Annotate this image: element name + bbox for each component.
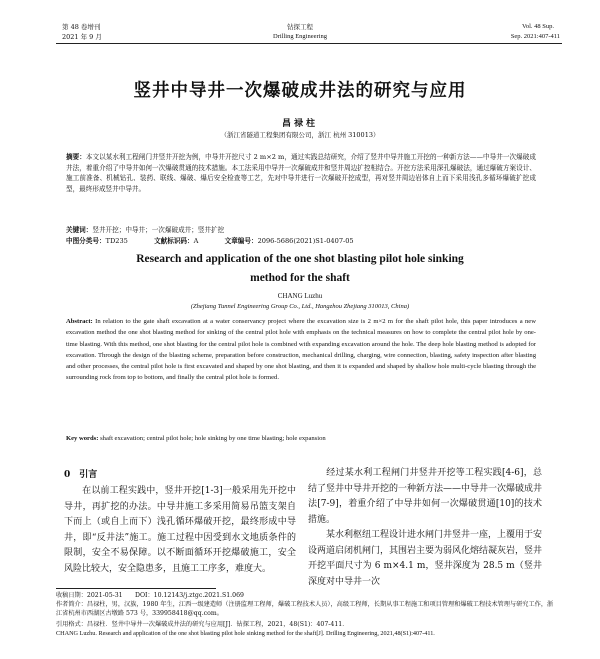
keywords-en-text: shaft excavation; central pilot hole; hole sinking by one time blasting; hole expansion [100,435,326,442]
keywords-cn-label: 关键词： [66,226,93,234]
keywords-cn-text: 竖井开挖；中导井；一次爆破成井；竖井扩挖 [92,226,225,234]
intro-right-text-1: 经过某水利工程闸门井竖井开挖等工程实践[4-6]，总结了竖井中导井开挖的一种新方法——中导井一次爆破成井法[7-9]，着重介绍了中导井如何一次爆破贯通[10]的技术措施。 [308,468,543,525]
intro-right-paragraph-2 [308,528,542,590]
paper-title-en-line1: Research and application of the one shot blasting pilot hole sinking [136,253,464,265]
abstract-en-label: Abstract: [66,318,93,325]
intro-left-text: 在以前工程实践中，竖井开挖[1-3]一般采用先开挖中导井，再扩挖的办法。中导井施工多采用简易吊篮支架自下而上（或自上而下）浅孔循环爆破开挖，最终形成中导井，即“反井法”施工。施工过程中因受到水文地质条件的限制，安全不易保障。以不断面循环开挖爆破施工，安全风险比较大，安全隐患多，且施工工序多，难度大。 [64,486,296,574]
affiliation-cn: （浙江省隧道工程集团有限公司，浙江 杭州 310013） [220,131,380,139]
footnote-rule [56,588,216,589]
paper-title-en-line2: method for the shaft [250,272,350,284]
doc-code-value: A [193,237,199,245]
paper-title-en [60,250,540,288]
keywords-en-label: Key words: [66,435,99,442]
intro-right-paragraph-1 [308,466,542,528]
header-vol-en: Vol. 48 Sup. [521,23,554,30]
keywords-cn [66,225,536,236]
abstract-en [66,316,536,384]
classification-cn [66,236,536,247]
header-rule [56,43,562,44]
author-cn: 昌禄柱 [281,119,318,129]
affiliation-en: (Zhejiang Tunnel Engineering Group Co., Ltd., Hangzhou Zhejiang 310013, China) [190,303,410,310]
paper-title-cn: 竖井中导井一次爆破成井法的研究与应用 [133,81,467,101]
section-heading-intro: 0 引言 [64,470,98,480]
header-journal-cn: 钻探工程 [287,23,313,31]
intro-left-paragraph [64,484,296,578]
clc-value: TD235 [105,237,128,245]
footnote-received: 收稿日期：2021-05-31 DOI：10.12143/j.ztgc.2021.S1.069 [56,592,244,599]
footnote-author-bio: 作者简介：昌禄柱，男，汉族，1980 年生，江西一级建造师（注册监理工程师，爆破工程技术人员），高级工程师，长期从事工程施工和项目管理和爆破工程技术管理与研究工作，浙江省杭州市西湖区古墩路 573 号，339958418@qq.com。 [56,601,554,618]
clc-label: 中图分类号： [66,237,106,245]
footnote-citation-en: CHANG Luzhu. Research and application of the one shot blasting pilot hole sinking method for the shaft[J]. Drilling Engineering, 2021,48(S1):407-411. [56,630,435,637]
doc-code-label: 文献标识码： [154,237,194,245]
article-no-label: 文章编号： [224,237,258,245]
abstract-cn [66,152,536,224]
footnote-citation-cn: 引用格式：昌禄柱．竖井中导井一次爆破成井法的研究与应用[J]．钻探工程，2021，48(S1)：407-411． [56,621,349,628]
abstract-cn-text: 本文以某水利工程闸门井竖井开挖为例，中导井开挖尺寸 2 m×2 m，通过实践总结研究，介绍了竖井中导井施工开挖的一种新方法——中导井一次爆破成井法，着重介绍了中导井如何一次爆破贯通的技术措施。本工法采用中导井一次爆破成井和竖井周边扩控相结合。开挖方法采用深孔爆破法，通过爆破方案设计、施工前准备、机械钻孔、装药、联线、爆破、爆后安全检查等工艺，先对中导井进行一次爆破开挖成型，再对竖井周边岩体自上而下采用浅孔多循环爆破扩挖成型，最终形成竖井中导井。 [66,153,536,193]
header-journal-en: Drilling Engineering [273,33,327,40]
header-volume: 第 48 卷增刊 [62,23,101,31]
abstract-en-text: In relation to the gate shaft excavation at a water conservancy project where the excavation size is 2 m×2 m for the shaft pilot hole, this paper introduces a new excavation method the one shot blasting method for sinking of the central pilot hole with emphasis on the technical measures on how to complete the central pilot hole by one-time blasting. With this method, one shot blasting for the central pilot hole is combined with expanding excavation around the hole. The deep hole blasting method is adopted for excavation. Through the design of the blasting scheme, preparation before construction, mechanical drilling, charging, wire connection, blasting, safety inspection after blasting and other processes, the central pilot hole is first excavated and shaped by one shot blasting, and then it is expanded and shaped by shallow hole multi-cycle blasting through the surrounding rock from top to bottom, and finally the central pilot hole is formed. [66,318,536,382]
header-date: 2021 年 9 月 [62,33,102,41]
keywords-en [66,435,536,442]
author-en: CHANG Luzhu [277,292,323,300]
header-pages: Sep. 2021:407-411 [510,33,560,40]
intro-right-text-2: 某水利枢纽工程设计进水闸门井竖井一座，上覆用于安设两道启闭机闸门，其围岩主要为弱风化熔结凝灰岩，竖井开挖平面尺寸为 6 m×4.1 m，竖井深度为 28.5 m（竖井深度对中导井一次 [308,530,543,587]
article-no-value: 2096-5686(2021)S1-0407-05 [257,237,354,245]
abstract-cn-label: 摘要： [66,153,86,161]
